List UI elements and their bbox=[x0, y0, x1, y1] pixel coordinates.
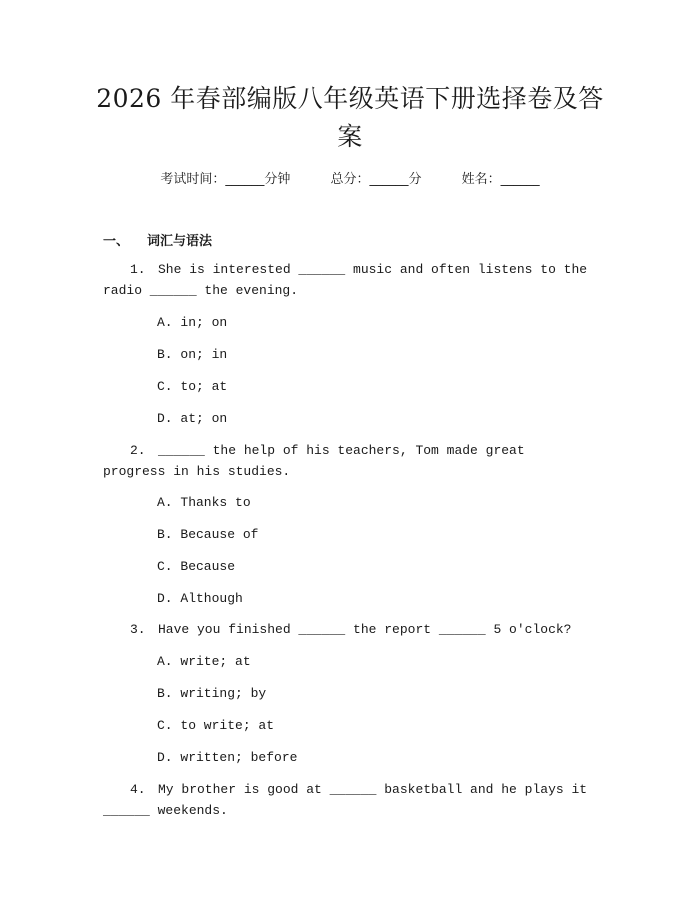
question-3 bbox=[103, 619, 593, 640]
question-1-option-d: D. at; on bbox=[157, 411, 228, 426]
question-text: My brother is good at ______ basketball and he plays it ______ weekends. bbox=[103, 782, 588, 818]
question-3-option-d: D. written; before bbox=[157, 750, 298, 765]
section-heading bbox=[103, 230, 212, 249]
question-text: ______ the help of his teachers, Tom made great progress in his studies. bbox=[103, 443, 525, 479]
question-3-option-a: A. write; at bbox=[157, 654, 251, 669]
section-number: 一、 bbox=[103, 234, 130, 249]
question-4 bbox=[103, 779, 593, 821]
exam-time-field: 考试时间：______分钟 bbox=[160, 172, 291, 187]
question-1-option-c: C. to; at bbox=[157, 379, 228, 394]
question-text: Have you finished ______ the report ______ 5 o'clock? bbox=[158, 622, 572, 637]
question-1-option-b: B. on; in bbox=[157, 347, 228, 362]
page-title: 2026 年春部编版八年级英语下册选择卷及答案 bbox=[96, 84, 604, 151]
question-1-option-a: A. in; on bbox=[157, 315, 228, 330]
question-1 bbox=[103, 259, 593, 301]
question-2-option-c: C. Because bbox=[157, 559, 236, 574]
section-title: 词汇与语法 bbox=[147, 234, 213, 249]
question-2-option-b: B. Because of bbox=[157, 527, 259, 542]
question-2 bbox=[103, 440, 593, 482]
question-number: 2. bbox=[130, 443, 146, 458]
question-2-option-d: D. Although bbox=[157, 591, 243, 606]
question-number: 1. bbox=[130, 262, 146, 277]
question-text: She is interested ______ music and often listens to the radio ______ the evening. bbox=[103, 262, 588, 298]
question-2-option-a: A. Thanks to bbox=[157, 495, 251, 510]
total-score-field: 总分：______分 bbox=[330, 172, 422, 187]
question-number: 3. bbox=[130, 622, 146, 637]
question-3-option-b: B. writing; by bbox=[157, 686, 267, 701]
student-name-field: 姓名：______ bbox=[461, 172, 540, 187]
question-number: 4. bbox=[130, 782, 146, 797]
question-3-option-c: C. to write; at bbox=[157, 718, 275, 733]
exam-info-line bbox=[0, 168, 700, 187]
